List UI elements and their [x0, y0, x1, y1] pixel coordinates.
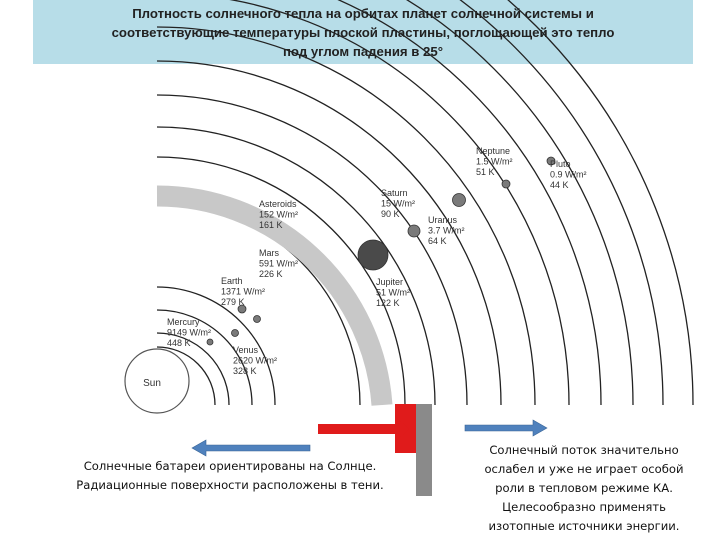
planet-label-mercury-name: Mercury: [167, 317, 200, 327]
planet-dot-mercury: [207, 339, 213, 345]
left-arrow: [192, 440, 310, 456]
planet-label-mars-temp: 226 K: [259, 269, 283, 279]
planet-label-mercury-temp: 448 K: [167, 338, 191, 348]
planet-label-mars-name: Mars: [259, 248, 279, 258]
planet-label-earth-temp: 279 K: [221, 297, 245, 307]
planet-label-mercury-flux: 9149 W/m²: [167, 327, 212, 338]
planet-label-venus-temp: 328 K: [233, 366, 257, 376]
right-arrow: [465, 420, 547, 436]
planet-label-saturn-temp: 90 K: [381, 209, 400, 219]
planet-label-pluto-temp: 44 K: [550, 180, 569, 190]
planet-label-asteroids-temp: 161 K: [259, 220, 283, 230]
sun-label: Sun: [143, 378, 161, 389]
caption-left: Солнечные батареи ориентированы на Солнце. Радиационные поверхности расположены в тени.: [76, 459, 384, 492]
planet-label-neptune-temp: 51 K: [476, 167, 495, 177]
planet-label-neptune-name: Neptune: [476, 146, 511, 156]
page-title: Плотность солнечного тепла на орбитах планет солнечной системы и соответствующие температуры плоской пластины, поглощающей это тепло под углом падения в 25°: [111, 5, 615, 59]
planet-label-asteroids-flux: 152 W/m²: [259, 209, 299, 220]
planet-label-uranus-name: Uranus: [428, 215, 458, 225]
planet-label-asteroids-name: Asteroids: [259, 199, 297, 209]
planet-label-venus-name: Venus: [233, 345, 259, 355]
planet-label-jupiter-temp: 122 K: [376, 298, 400, 308]
planet-dot-venus: [232, 330, 239, 337]
planet-dot-mars: [254, 316, 261, 323]
planet-label-earth-name: Earth: [221, 276, 243, 286]
planet-label-saturn-flux: 15 W/m²: [381, 198, 416, 209]
planet-dot-saturn: [408, 225, 420, 237]
planet-label-earth-flux: 1371 W/m²: [221, 286, 266, 297]
planet-dot-uranus: [453, 194, 466, 207]
planet-label-uranus-temp: 64 K: [428, 236, 447, 246]
planet-label-pluto-flux: 0.9 W/m²: [550, 169, 587, 180]
planet-label-jupiter-flux: 51 W/m²: [376, 287, 411, 298]
red-flux-arrow: [318, 416, 409, 442]
planet-dot-neptune: [502, 180, 510, 188]
planet-label-uranus-flux: 3.7 W/m²: [428, 225, 465, 236]
planet-label-mars-flux: 591 W/m²: [259, 258, 299, 269]
caption-right: Солнечный поток значительно ослабел и уже не играет особой роли в тепловом режиме КА. Целесообразно применять изотопные источники энергии.: [484, 443, 684, 533]
planet-label-venus-flux: 2620 W/m²: [233, 355, 278, 366]
planet-dot-jupiter: [358, 240, 388, 270]
planet-label-pluto-name: Pluto: [550, 159, 571, 169]
orbit-arc: [157, 27, 535, 405]
planet-label-saturn-name: Saturn: [381, 188, 408, 198]
planet-label-jupiter-name: Jupiter: [376, 277, 404, 287]
sun: [125, 349, 189, 413]
planet-label-neptune-flux: 1.5 W/m²: [476, 156, 513, 167]
